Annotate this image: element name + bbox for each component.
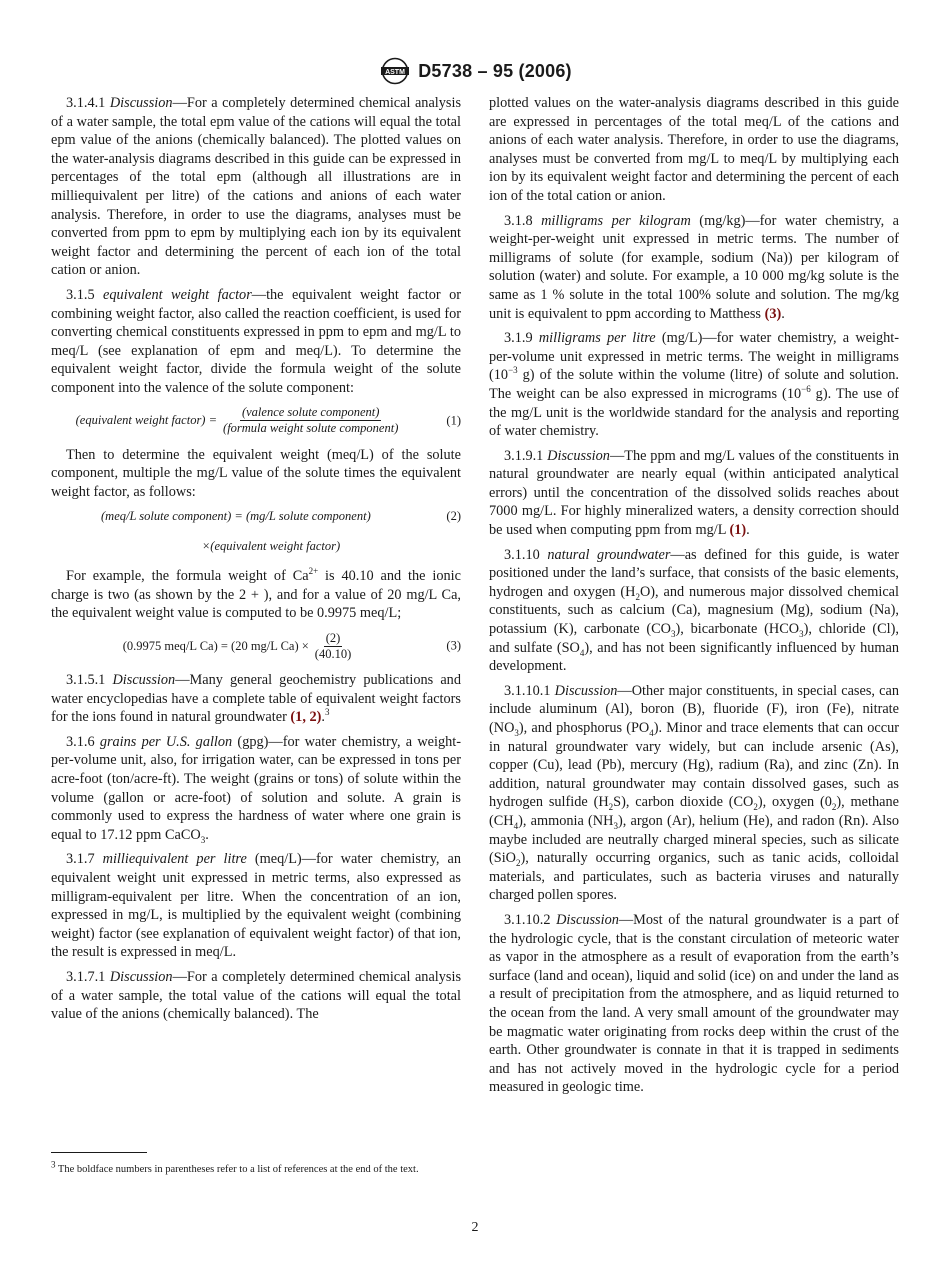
section-3-1-9: 3.1.9 milligrams per litre (mg/L)—for water chemistry, a weight-per-volume unit expressed in metric terms. The weight in milligrams ($10^{-3}$ g) of the solute within the volume (litre) of solute and solution. The weight can be also expressed in micrograms ($10^{-6}$ g). The use of the mg/L unit is the worldwide standard for the analysis and reporting of water chemistry. — [489, 330, 900, 440]
svg-text:ASTM: ASTM — [385, 68, 406, 76]
equation-2: (meq/L solute component) = (mg/L solute component) (2) — [101, 509, 461, 524]
astm-logo-icon — [378, 57, 412, 85]
footnote-rule — [51, 1152, 147, 1153]
section-3-1-8: 3.1.8 milligrams per kilogram (mg/kg)—for water chemistry, a weight-per-weight unit expressed in metric terms. The number of milligrams of solute (for example, sodium (Na)) per kilogram of solution (water) and solute. For example, a 10 000 mg/kg solute is the same as 1 % solute in the total 100% solute and solution. The mg/kg unit is equivalent to ppm according to Matthess (3). — [489, 212, 899, 322]
section-3-1-10: 3.1.10 natural groundwater—as defined for this guide, is water positioned under the land’s surface, that consists of the basic elements, hydrogen and oxygen $(H_2O)$, and numerous major dissolved chemical constituents, such as calcium (Ca), magnesium (Mg), sodium (Na), potassium (K), carbonate $(CO_3)$, bicarbonate $(HCO_3)$, chloride (Cl), and sulfate $(SO_4)$, and has not been significantly influenced by human development. — [489, 546, 900, 675]
section-3-1-5: 3.1.5 equivalent weight factor—the equivalent weight factor or combining weight factor, also called the reaction coefficient, is used for converting chemical constituents expressed in ppm to epm and mg/L to meq/L (see explanation of epm and meq/L). To determine the equivalent weight factor, divide the formula weight of the solute component into the valence of the solute component: — [51, 286, 462, 396]
right-column — [489, 94, 899, 1103]
equation-2-continued: ×(equivalent weight factor) — [201, 539, 341, 554]
reference-link[interactable]: (1) — [729, 522, 747, 539]
reference-link[interactable]: (3) — [764, 305, 782, 322]
footnote-mark[interactable]: 3 — [324, 707, 330, 718]
section-3-1-4-1: 3.1.4.1 Discussion—For a completely determined chemical analysis of a water sample, the total epm value of the cations will equal the total epm value of the anions (chemically balanced). The plotted values on the water-analysis diagrams described in this guide can be expressed in percentages of the total epm (although all illustrations are in milliequivalent per litre) of the cations and anions of each water analysis. Therefore, in order to use the diagrams, analyses must be converted from ppm to epm by multiplying each ion by its equivalent weight factor and determining the percent of each ion of the total cation or anion. — [51, 95, 462, 279]
page-number: 2 — [471, 1220, 479, 1235]
reference-link[interactable]: (1, 2) — [290, 709, 322, 726]
section-3-1-10-1: 3.1.10.1 Discussion—Other major constituents, in special cases, can include aluminum (Al), boron (B), fluoride (F), iron (Fe), nitrate $(NO_3)$, and phosphorus $(PO_4)$. Minor and trace elements that can occur in natural groundwater vary widely, but can include arsenic (As), copper (Cu), lead (Pb), mercury (Hg), radium (Ra), and zinc (Zn). In addition, natural groundwater may contain dissolved gases, such as hydrogen sulfide $(H_2S)$, carbon dioxide $(CO_2)$, oxygen $(0_2)$, methane $(CH_4)$, ammonia $(NH_3)$, argon (Ar), helium (He), and radon (Rn). Also maybe included are neutrally charged mineral species, such as silicate (SiO$_2$), naturally occurring organics, such as tanic acids, colloidal materials, and particulates, such as bacteria viruses and naturally charged pollen spores. — [489, 682, 899, 904]
section-3-1-10-2: 3.1.10.2 Discussion—Most of the natural groundwater is a part of the hydrologic cycle, that is the constant circulation of meteoric water as vapor in the atmosphere as a result of evaporation from the earth’s surface (land and ocean), liquid and solid (ice) on and under the land as a result of precipitation from the atmosphere, and as liquid returned to the ocean from the land. A very small amount of the groundwater may be magmatic water originating from rocks deep within the crust of the earth. Other groundwater is connate in that it is trapped in sediments and has not actively moved in the hydrologic cycle for a period measured in geologic time. — [489, 911, 899, 1096]
continued-paragraph: plotted values on the water-analysis diagrams described in this guide are expressed in percentages of the total meq/L of the cations and anions of each water analysis. Therefore, in order to use the diagrams, analyses must be converted from mg/L to meq/L by multiplying each ion by its equivalent weight factor and determining the percent of each ion of the total cation or anion. — [489, 95, 899, 204]
section-3-1-9-1: 3.1.9.1 Discussion—The ppm and mg/L values of the constituents in natural groundwater are nearly equal (within anticipated analytical errors) until the concentration of the dissolved solids reaches about 7000 mg/L. For highly mineralized waters, a density correction should be used when computing ppm from mg/L (1). — [489, 447, 899, 539]
footnote: $^3$ The boldface numbers in parentheses refer to a list of references at the end of the text. — [51, 1159, 419, 1175]
section-3-1-7: 3.1.7 milliequivalent per litre (meq/L)—for water chemistry, an equivalent weight unit expressed in metric terms, also expressed as milligram-equivalent per litre. When the concentration of an ion, expressed in mg/L, is multiplied by the equivalent weight (combining weight) factor (see explanation of equivalent weight factor) of that ion, the result is expressed in meq/L. — [51, 851, 462, 961]
equation-3: (0.9975 meq/L Ca) = (20 mg/L Ca) × $\frac{(2)}{(40.10)}$ (3) — [122, 630, 461, 661]
section-3-1-5-1: 3.1.5.1 Discussion—Many general geochemistry publications and water encyclopedias have a complete table of equivalent weight factors for the ions found in natural groundwater (1, 2).$^3$ — [51, 672, 461, 726]
document-code: D5738 – 95 (2006) — [418, 60, 572, 81]
page-header — [0, 56, 950, 86]
paragraph-example: For example, the formula weight of $Ca^{2+}$ is 40.10 and the ionic charge is two (as shown by the 2 + ), and for a value of 20 mg/L Ca, the equivalent weight value is computed to be 0.9975 meq/L; — [51, 566, 461, 622]
left-column — [51, 94, 461, 1030]
paragraph-equivalent-weight: Then to determine the equivalent weight (meq/L) of the solute component, multiple the mg/L value of the solute times the equivalent weight factor, as follows: — [51, 446, 461, 500]
section-3-1-7-1: 3.1.7.1 Discussion—For a completely determined chemical analysis of a water sample, the total value of the cations will equal the total value of the anions (chemically balanced). The — [51, 968, 462, 1023]
equation-1: (equivalent weight factor) = $\frac{\text{(valence solute component)}}{\text{(formula weight solute component)}}$ (1) — [75, 405, 461, 435]
section-3-1-6: 3.1.6 grains per U.S. gallon (gpg)—for water chemistry, a weight-per-volume unit, also, for irrigation water, can be expressed in tons per acre-foot (ton/acre-ft). The weight (grains or tons) of solute within the volume (gallon or acre-foot) of solution and solute. A grain is commonly used to express the hardness of water where one grain is equal to 17.12 ppm CaCO$_3$. — [51, 733, 461, 845]
